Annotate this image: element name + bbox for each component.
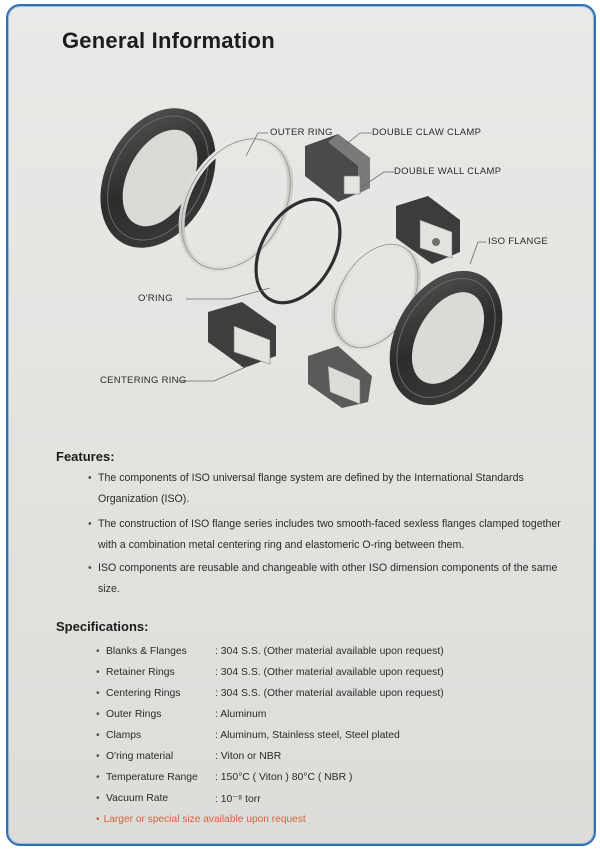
- label-o-ring: O'RING: [138, 293, 173, 304]
- clamp-left-lower-shape: [208, 302, 276, 368]
- spec-label: O'ring material: [106, 751, 174, 762]
- label-double-claw-clamp: DOUBLE CLAW CLAMP: [372, 127, 482, 138]
- label-iso-flange: ISO FLANGE: [488, 236, 549, 247]
- leader-iso-flange: [470, 242, 486, 264]
- bullet-icon: •: [88, 518, 92, 530]
- spec-label: Vacuum Rate: [106, 793, 169, 804]
- bullet-icon: •: [96, 688, 100, 699]
- spec-label: Blanks & Flanges: [106, 646, 187, 657]
- feature-item: • ISO components are reusable and changeable with other ISO dimension components of the same size.: [98, 558, 576, 600]
- features-heading: Features:: [56, 449, 115, 464]
- spec-label: Retainer Rings: [106, 667, 175, 678]
- label-outer-ring: OUTER RING: [270, 127, 333, 138]
- bullet-icon: •: [96, 667, 100, 678]
- special-size-note: • Larger or special size available upon request: [96, 814, 306, 825]
- flange-exploded-diagram: [8, 6, 594, 426]
- specifications-heading: Specifications:: [56, 619, 149, 634]
- bullet-icon: •: [96, 751, 100, 762]
- bullet-icon: •: [96, 772, 100, 783]
- double-claw-clamp-shape: [305, 134, 370, 202]
- bullet-icon: •: [88, 472, 92, 484]
- bullet-icon: •: [96, 709, 100, 720]
- spec-value: : Aluminum, Stainless steel, Steel plated: [215, 730, 400, 741]
- spec-value: : Viton or NBR: [215, 751, 282, 762]
- label-double-wall-clamp: DOUBLE WALL CLAMP: [394, 166, 502, 177]
- spec-value: : 304 S.S. (Other material available upon request): [215, 667, 444, 678]
- feature-item: • The construction of ISO flange series includes two smooth-faced sexless flanges clamped together with a combination metal centering ring and elastomeric O-ring between them.: [98, 514, 576, 556]
- bullet-icon: •: [96, 793, 100, 804]
- feature-item: • The components of ISO universal flange system are defined by the International Standards Organization (ISO).: [98, 468, 576, 510]
- double-wall-clamp-shape: [396, 196, 460, 264]
- spec-label: Clamps: [106, 730, 142, 741]
- leader-o-ring: [186, 288, 270, 299]
- page-frame: [6, 4, 596, 846]
- spec-value: : 150°C ( Viton ) 80°C ( NBR ): [215, 772, 353, 783]
- claw-clamp-bottom-shape: [308, 346, 372, 408]
- spec-value: : Aluminum: [215, 709, 267, 720]
- page-title: General Information: [62, 28, 275, 53]
- spec-label: Centering Rings: [106, 688, 181, 699]
- spec-value: : 304 S.S. (Other material available upon request): [215, 688, 444, 699]
- spec-label: Temperature Range: [106, 772, 198, 783]
- spec-value: : 10⁻⁸ torr: [215, 794, 261, 805]
- iso-flange-left-shape: [77, 88, 238, 268]
- bullet-icon: •: [96, 646, 100, 657]
- label-centering-ring: CENTERING RING: [100, 375, 187, 386]
- bullet-icon: •: [96, 814, 100, 825]
- bullet-icon: •: [96, 730, 100, 741]
- spec-label: Outer Rings: [106, 709, 162, 720]
- spec-value: : 304 S.S. (Other material available upon request): [215, 646, 444, 657]
- leader-centering-ring: [178, 366, 248, 381]
- bullet-icon: •: [88, 562, 92, 574]
